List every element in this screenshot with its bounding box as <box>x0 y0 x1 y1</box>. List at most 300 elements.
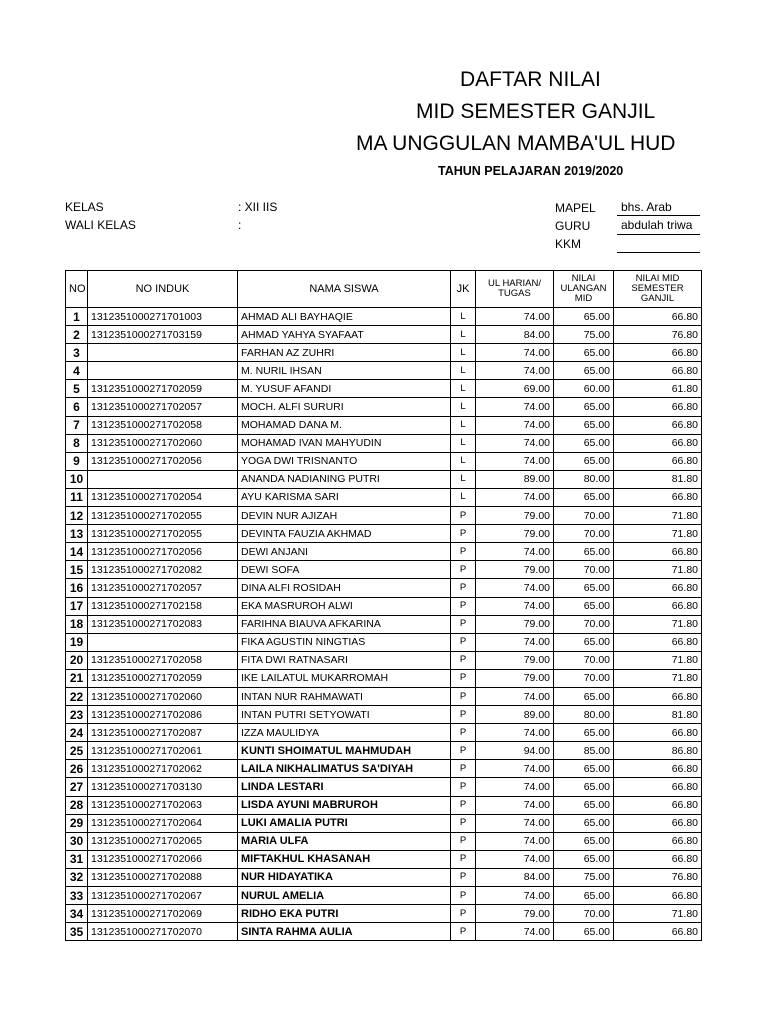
ul-harian-cell: 74.00 <box>476 923 554 941</box>
gender-cell: P <box>451 597 476 615</box>
nilai-ulangan-cell: 65.00 <box>554 452 614 470</box>
gender-cell: P <box>451 651 476 669</box>
gender-cell: P <box>451 706 476 724</box>
table-row <box>66 905 702 923</box>
no-induk-cell: 1312351000271702056 <box>88 452 238 470</box>
nilai-mid-cell: 66.80 <box>614 434 702 452</box>
row-number: 8 <box>66 434 88 452</box>
student-name-cell: IZZA MAULIDYA <box>238 724 451 742</box>
ul-harian-cell: 79.00 <box>476 561 554 579</box>
student-name-cell: MOHAMAD DANA M. <box>238 416 451 434</box>
ul-harian-cell: 89.00 <box>476 706 554 724</box>
student-name-cell: FITA DWI RATNASARI <box>238 651 451 669</box>
student-name-cell: FARIHNA BIAUVA AFKARINA <box>238 615 451 633</box>
row-number: 2 <box>66 326 88 344</box>
student-name-cell: NUR HIDAYATIKA <box>238 868 451 886</box>
no-induk-cell <box>88 470 238 488</box>
no-induk-cell: 1312351000271702086 <box>88 706 238 724</box>
table-row <box>66 380 702 398</box>
student-name-cell: ANANDA NADIANING PUTRI <box>238 470 451 488</box>
col-header-no: NO <box>66 271 88 308</box>
ul-harian-cell: 74.00 <box>476 597 554 615</box>
nilai-mid-cell: 71.80 <box>614 669 702 687</box>
student-name-cell: DEVINTA FAUZIA AKHMAD <box>238 525 451 543</box>
no-induk-cell: 1312351000271702059 <box>88 669 238 687</box>
row-number: 27 <box>66 778 88 796</box>
col-header-nilai-ulangan <box>554 271 614 308</box>
row-number: 31 <box>66 850 88 868</box>
nilai-ulangan-cell: 70.00 <box>554 561 614 579</box>
header-row <box>66 271 702 308</box>
row-number: 34 <box>66 905 88 923</box>
no-induk-cell: 1312351000271702055 <box>88 525 238 543</box>
nilai-mid-cell: 66.80 <box>614 543 702 561</box>
table-row <box>66 452 702 470</box>
row-number: 17 <box>66 597 88 615</box>
no-induk-cell <box>88 362 238 380</box>
ul-harian-cell: 74.00 <box>476 434 554 452</box>
nilai-ulangan-cell: 65.00 <box>554 434 614 452</box>
student-name-cell: AHMAD ALI BAYHAQIE <box>238 308 451 326</box>
table-row <box>66 651 702 669</box>
gender-cell: P <box>451 615 476 633</box>
row-number: 1 <box>66 308 88 326</box>
ul-harian-cell: 74.00 <box>476 832 554 850</box>
no-induk-cell: 1312351000271702158 <box>88 597 238 615</box>
student-name-cell: FIKA AGUSTIN NINGTIAS <box>238 633 451 651</box>
table-row <box>66 525 702 543</box>
guru-label: GURU <box>555 219 591 233</box>
gender-cell: L <box>451 344 476 362</box>
row-number: 11 <box>66 488 88 506</box>
kkm-underline <box>617 252 700 253</box>
no-induk-cell: 1312351000271702066 <box>88 850 238 868</box>
no-induk-cell: 1312351000271702061 <box>88 742 238 760</box>
student-name-cell: INTAN PUTRI SETYOWATI <box>238 706 451 724</box>
nilai-ulangan-cell: 65.00 <box>554 488 614 506</box>
ul-harian-cell: 74.00 <box>476 488 554 506</box>
ul-harian-line1: UL HARIAN/ <box>488 278 541 289</box>
no-induk-cell: 1312351000271702063 <box>88 796 238 814</box>
table-row <box>66 488 702 506</box>
student-name-cell: MOCH. ALFI SURURI <box>238 398 451 416</box>
row-number: 24 <box>66 724 88 742</box>
nilai-mid-cell: 66.80 <box>614 416 702 434</box>
no-induk-cell: 1312351000271702055 <box>88 507 238 525</box>
gender-cell: L <box>451 470 476 488</box>
gender-cell: L <box>451 398 476 416</box>
table-row <box>66 633 702 651</box>
wali-kelas-value: : <box>238 218 242 232</box>
ul-harian-cell: 74.00 <box>476 362 554 380</box>
nilai-ulangan-cell: 65.00 <box>554 796 614 814</box>
no-induk-cell: 1312351000271702054 <box>88 488 238 506</box>
ul-harian-cell: 74.00 <box>476 687 554 705</box>
student-name-cell: MIFTAKHUL KHASANAH <box>238 850 451 868</box>
nilai-mid-line2: SEMESTER <box>631 283 684 294</box>
gender-cell: P <box>451 850 476 868</box>
row-number: 26 <box>66 760 88 778</box>
no-induk-cell: 1312351000271702083 <box>88 615 238 633</box>
wali-kelas-label: WALI KELAS <box>65 218 136 232</box>
no-induk-cell: 1312351000271703159 <box>88 326 238 344</box>
document-subtitle: MID SEMESTER GANJIL <box>416 100 656 123</box>
gender-cell: P <box>451 832 476 850</box>
student-name-cell: NURUL AMELIA <box>238 887 451 905</box>
nilai-ulangan-cell: 80.00 <box>554 470 614 488</box>
table-row <box>66 687 702 705</box>
document-title: DAFTAR NILAI <box>460 68 601 91</box>
no-induk-cell: 1312351000271701003 <box>88 308 238 326</box>
nilai-mid-cell: 66.80 <box>614 398 702 416</box>
nilai-ulangan-cell: 70.00 <box>554 651 614 669</box>
nilai-ulangan-cell: 65.00 <box>554 633 614 651</box>
nilai-mid-cell: 71.80 <box>614 507 702 525</box>
table-row <box>66 778 702 796</box>
student-name-cell: MARIA ULFA <box>238 832 451 850</box>
mapel-value: bhs. Arab <box>621 200 672 214</box>
row-number: 19 <box>66 633 88 651</box>
nilai-mid-cell: 66.80 <box>614 633 702 651</box>
nilai-mid-cell: 66.80 <box>614 452 702 470</box>
nilai-ulangan-line3: MID <box>574 293 593 304</box>
nilai-mid-line3: GANJIL <box>640 293 675 304</box>
gender-cell: P <box>451 796 476 814</box>
nilai-mid-cell: 71.80 <box>614 615 702 633</box>
nilai-mid-cell: 66.80 <box>614 832 702 850</box>
nilai-ulangan-line1: NILAI <box>571 273 596 284</box>
nilai-ulangan-cell: 65.00 <box>554 597 614 615</box>
nilai-ulangan-cell: 70.00 <box>554 615 614 633</box>
table-row <box>66 923 702 941</box>
ul-harian-cell: 74.00 <box>476 452 554 470</box>
no-induk-cell: 1312351000271702058 <box>88 416 238 434</box>
row-number: 21 <box>66 669 88 687</box>
nilai-mid-cell: 66.80 <box>614 597 702 615</box>
nilai-mid-cell: 66.80 <box>614 308 702 326</box>
row-number: 23 <box>66 706 88 724</box>
gender-cell: L <box>451 452 476 470</box>
table-row <box>66 669 702 687</box>
nilai-ulangan-cell: 65.00 <box>554 760 614 778</box>
gender-cell: P <box>451 923 476 941</box>
nilai-mid-cell: 61.80 <box>614 380 702 398</box>
gender-cell: L <box>451 362 476 380</box>
student-name-cell: INTAN NUR RAHMAWATI <box>238 687 451 705</box>
nilai-ulangan-cell: 70.00 <box>554 905 614 923</box>
row-number: 20 <box>66 651 88 669</box>
ul-harian-cell: 74.00 <box>476 887 554 905</box>
no-induk-cell: 1312351000271702057 <box>88 579 238 597</box>
row-number: 33 <box>66 887 88 905</box>
no-induk-cell: 1312351000271702057 <box>88 398 238 416</box>
row-number: 35 <box>66 923 88 941</box>
no-induk-cell: 1312351000271702087 <box>88 724 238 742</box>
no-induk-cell: 1312351000271702058 <box>88 651 238 669</box>
gender-cell: L <box>451 416 476 434</box>
no-induk-cell: 1312351000271702070 <box>88 923 238 941</box>
no-induk-cell: 1312351000271702069 <box>88 905 238 923</box>
ul-harian-cell: 74.00 <box>476 760 554 778</box>
nilai-mid-cell: 66.80 <box>614 814 702 832</box>
nilai-ulangan-cell: 65.00 <box>554 416 614 434</box>
grades-table <box>65 270 702 941</box>
nilai-mid-cell: 81.80 <box>614 470 702 488</box>
table-row <box>66 615 702 633</box>
nilai-mid-cell: 66.80 <box>614 796 702 814</box>
student-name-cell: AYU KARISMA SARI <box>238 488 451 506</box>
ul-harian-cell: 74.00 <box>476 344 554 362</box>
nilai-ulangan-cell: 65.00 <box>554 398 614 416</box>
nilai-mid-cell: 66.80 <box>614 362 702 380</box>
no-induk-cell: 1312351000271702065 <box>88 832 238 850</box>
table-row <box>66 868 702 886</box>
gender-cell: P <box>451 778 476 796</box>
row-number: 3 <box>66 344 88 362</box>
row-number: 32 <box>66 868 88 886</box>
table-row <box>66 814 702 832</box>
nilai-mid-line1: NILAI MID <box>635 273 680 284</box>
ul-harian-line2: TUGAS <box>498 288 531 299</box>
gender-cell: P <box>451 507 476 525</box>
nilai-ulangan-cell: 65.00 <box>554 543 614 561</box>
nilai-mid-cell: 66.80 <box>614 724 702 742</box>
nilai-ulangan-cell: 65.00 <box>554 887 614 905</box>
nilai-ulangan-cell: 80.00 <box>554 706 614 724</box>
student-name-cell: M. NURIL IHSAN <box>238 362 451 380</box>
guru-underline <box>617 234 700 235</box>
gender-cell: P <box>451 905 476 923</box>
gender-cell: P <box>451 760 476 778</box>
student-name-cell: FARHAN AZ ZUHRI <box>238 344 451 362</box>
gender-cell: P <box>451 561 476 579</box>
nilai-ulangan-cell: 65.00 <box>554 832 614 850</box>
nilai-mid-cell: 76.80 <box>614 868 702 886</box>
ul-harian-cell: 74.00 <box>476 633 554 651</box>
student-name-cell: LUKI AMALIA PUTRI <box>238 814 451 832</box>
ul-harian-cell: 84.00 <box>476 868 554 886</box>
nilai-ulangan-cell: 65.00 <box>554 344 614 362</box>
gender-cell: L <box>451 434 476 452</box>
ul-harian-cell: 74.00 <box>476 850 554 868</box>
student-name-cell: SINTA RAHMA AULIA <box>238 923 451 941</box>
ul-harian-cell: 89.00 <box>476 470 554 488</box>
nilai-mid-cell: 66.80 <box>614 579 702 597</box>
student-name-cell: DEWI ANJANI <box>238 543 451 561</box>
nilai-ulangan-line2: ULANGAN <box>560 283 607 294</box>
no-induk-cell: 1312351000271702060 <box>88 687 238 705</box>
table-row <box>66 507 702 525</box>
ul-harian-cell: 79.00 <box>476 905 554 923</box>
no-induk-cell: 1312351000271702059 <box>88 380 238 398</box>
col-header-no-induk: NO INDUK <box>88 271 238 308</box>
nilai-mid-cell: 66.80 <box>614 687 702 705</box>
row-number: 7 <box>66 416 88 434</box>
student-name-cell: DINA ALFI ROSIDAH <box>238 579 451 597</box>
table-row <box>66 416 702 434</box>
row-number: 13 <box>66 525 88 543</box>
row-number: 10 <box>66 470 88 488</box>
nilai-mid-cell: 66.80 <box>614 887 702 905</box>
ul-harian-cell: 74.00 <box>476 579 554 597</box>
nilai-ulangan-cell: 65.00 <box>554 778 614 796</box>
ul-harian-cell: 79.00 <box>476 669 554 687</box>
nilai-mid-cell: 71.80 <box>614 525 702 543</box>
no-induk-cell: 1312351000271702067 <box>88 887 238 905</box>
table-row <box>66 796 702 814</box>
nilai-mid-cell: 71.80 <box>614 905 702 923</box>
student-name-cell: KUNTI SHOIMATUL MAHMUDAH <box>238 742 451 760</box>
student-name-cell: M. YUSUF AFANDI <box>238 380 451 398</box>
no-induk-cell: 1312351000271702088 <box>88 868 238 886</box>
table-row <box>66 434 702 452</box>
nilai-mid-cell: 66.80 <box>614 760 702 778</box>
ul-harian-cell: 74.00 <box>476 543 554 561</box>
nilai-mid-cell: 86.80 <box>614 742 702 760</box>
row-number: 25 <box>66 742 88 760</box>
ul-harian-cell: 79.00 <box>476 507 554 525</box>
ul-harian-cell: 74.00 <box>476 778 554 796</box>
col-header-ul-harian <box>476 271 554 308</box>
table-row <box>66 579 702 597</box>
row-number: 9 <box>66 452 88 470</box>
table-row <box>66 326 702 344</box>
row-number: 22 <box>66 687 88 705</box>
ul-harian-cell: 79.00 <box>476 651 554 669</box>
nilai-mid-cell: 66.80 <box>614 488 702 506</box>
nilai-ulangan-cell: 75.00 <box>554 868 614 886</box>
ul-harian-cell: 79.00 <box>476 525 554 543</box>
row-number: 29 <box>66 814 88 832</box>
nilai-mid-cell: 81.80 <box>614 706 702 724</box>
table-row <box>66 362 702 380</box>
gender-cell: P <box>451 579 476 597</box>
table-row <box>66 887 702 905</box>
row-number: 18 <box>66 615 88 633</box>
table-row <box>66 760 702 778</box>
kkm-label: KKM <box>555 237 582 251</box>
nilai-mid-cell: 71.80 <box>614 561 702 579</box>
mapel-underline <box>617 215 700 216</box>
nilai-mid-cell: 66.80 <box>614 344 702 362</box>
no-induk-cell: 1312351000271702064 <box>88 814 238 832</box>
ul-harian-cell: 74.00 <box>476 796 554 814</box>
nilai-mid-cell: 66.80 <box>614 778 702 796</box>
col-header-nilai-mid <box>614 271 702 308</box>
nilai-ulangan-cell: 65.00 <box>554 814 614 832</box>
ul-harian-cell: 74.00 <box>476 308 554 326</box>
row-number: 16 <box>66 579 88 597</box>
gender-cell: P <box>451 525 476 543</box>
row-number: 12 <box>66 507 88 525</box>
gender-cell: P <box>451 669 476 687</box>
student-name-cell: LISDA AYUNI MABRUROH <box>238 796 451 814</box>
no-induk-cell: 1312351000271702062 <box>88 760 238 778</box>
nilai-mid-cell: 71.80 <box>614 651 702 669</box>
student-name-cell: IKE LAILATUL MUKARROMAH <box>238 669 451 687</box>
table-row <box>66 308 702 326</box>
table-row <box>66 470 702 488</box>
ul-harian-cell: 79.00 <box>476 615 554 633</box>
nilai-ulangan-cell: 65.00 <box>554 579 614 597</box>
mapel-label: MAPEL <box>555 201 596 215</box>
nilai-ulangan-cell: 65.00 <box>554 362 614 380</box>
gender-cell: P <box>451 543 476 561</box>
table-row <box>66 724 702 742</box>
nilai-ulangan-cell: 65.00 <box>554 850 614 868</box>
ul-harian-cell: 74.00 <box>476 814 554 832</box>
table-row <box>66 706 702 724</box>
table-row <box>66 597 702 615</box>
table-row <box>66 543 702 561</box>
student-name-cell: AHMAD YAHYA SYAFAAT <box>238 326 451 344</box>
grades-body <box>66 308 702 941</box>
row-number: 14 <box>66 543 88 561</box>
col-header-nama-siswa: NAMA SISWA <box>238 271 451 308</box>
academic-year: TAHUN PELAJARAN 2019/2020 <box>438 164 624 178</box>
school-name: MA UNGGULAN MAMBA'UL HUD <box>356 132 676 155</box>
no-induk-cell: 1312351000271702056 <box>88 543 238 561</box>
student-name-cell: LINDA LESTARI <box>238 778 451 796</box>
nilai-mid-cell: 76.80 <box>614 326 702 344</box>
nilai-ulangan-cell: 75.00 <box>554 326 614 344</box>
student-name-cell: DEWI SOFA <box>238 561 451 579</box>
nilai-ulangan-cell: 65.00 <box>554 687 614 705</box>
no-induk-cell: 1312351000271702060 <box>88 434 238 452</box>
gender-cell: P <box>451 887 476 905</box>
gender-cell: P <box>451 633 476 651</box>
table-row <box>66 398 702 416</box>
kelas-value: : XII IIS <box>238 200 278 214</box>
nilai-mid-cell: 66.80 <box>614 850 702 868</box>
ul-harian-cell: 94.00 <box>476 742 554 760</box>
nilai-ulangan-cell: 65.00 <box>554 923 614 941</box>
row-number: 28 <box>66 796 88 814</box>
gender-cell: P <box>451 724 476 742</box>
gender-cell: L <box>451 380 476 398</box>
table-row <box>66 344 702 362</box>
student-name-cell: EKA MASRUROH ALWI <box>238 597 451 615</box>
nilai-ulangan-cell: 70.00 <box>554 669 614 687</box>
ul-harian-cell: 84.00 <box>476 326 554 344</box>
no-induk-cell: 1312351000271702082 <box>88 561 238 579</box>
row-number: 30 <box>66 832 88 850</box>
ul-harian-cell: 74.00 <box>476 416 554 434</box>
no-induk-cell <box>88 633 238 651</box>
col-header-jk: JK <box>451 271 476 308</box>
table-row <box>66 832 702 850</box>
ul-harian-cell: 74.00 <box>476 398 554 416</box>
ul-harian-cell: 74.00 <box>476 724 554 742</box>
table-row <box>66 561 702 579</box>
student-name-cell: LAILA NIKHALIMATUS SA'DIYAH <box>238 760 451 778</box>
gender-cell: P <box>451 742 476 760</box>
no-induk-cell: 1312351000271703130 <box>88 778 238 796</box>
table-row <box>66 742 702 760</box>
guru-value: abdulah triwa <box>621 218 693 232</box>
gender-cell: L <box>451 488 476 506</box>
student-name-cell: YOGA DWI TRISNANTO <box>238 452 451 470</box>
nilai-ulangan-cell: 60.00 <box>554 380 614 398</box>
student-name-cell: MOHAMAD IVAN MAHYUDIN <box>238 434 451 452</box>
nilai-mid-cell: 66.80 <box>614 923 702 941</box>
gender-cell: P <box>451 687 476 705</box>
nilai-ulangan-cell: 70.00 <box>554 507 614 525</box>
gender-cell: P <box>451 868 476 886</box>
nilai-ulangan-cell: 65.00 <box>554 308 614 326</box>
gender-cell: L <box>451 326 476 344</box>
nilai-ulangan-cell: 65.00 <box>554 724 614 742</box>
